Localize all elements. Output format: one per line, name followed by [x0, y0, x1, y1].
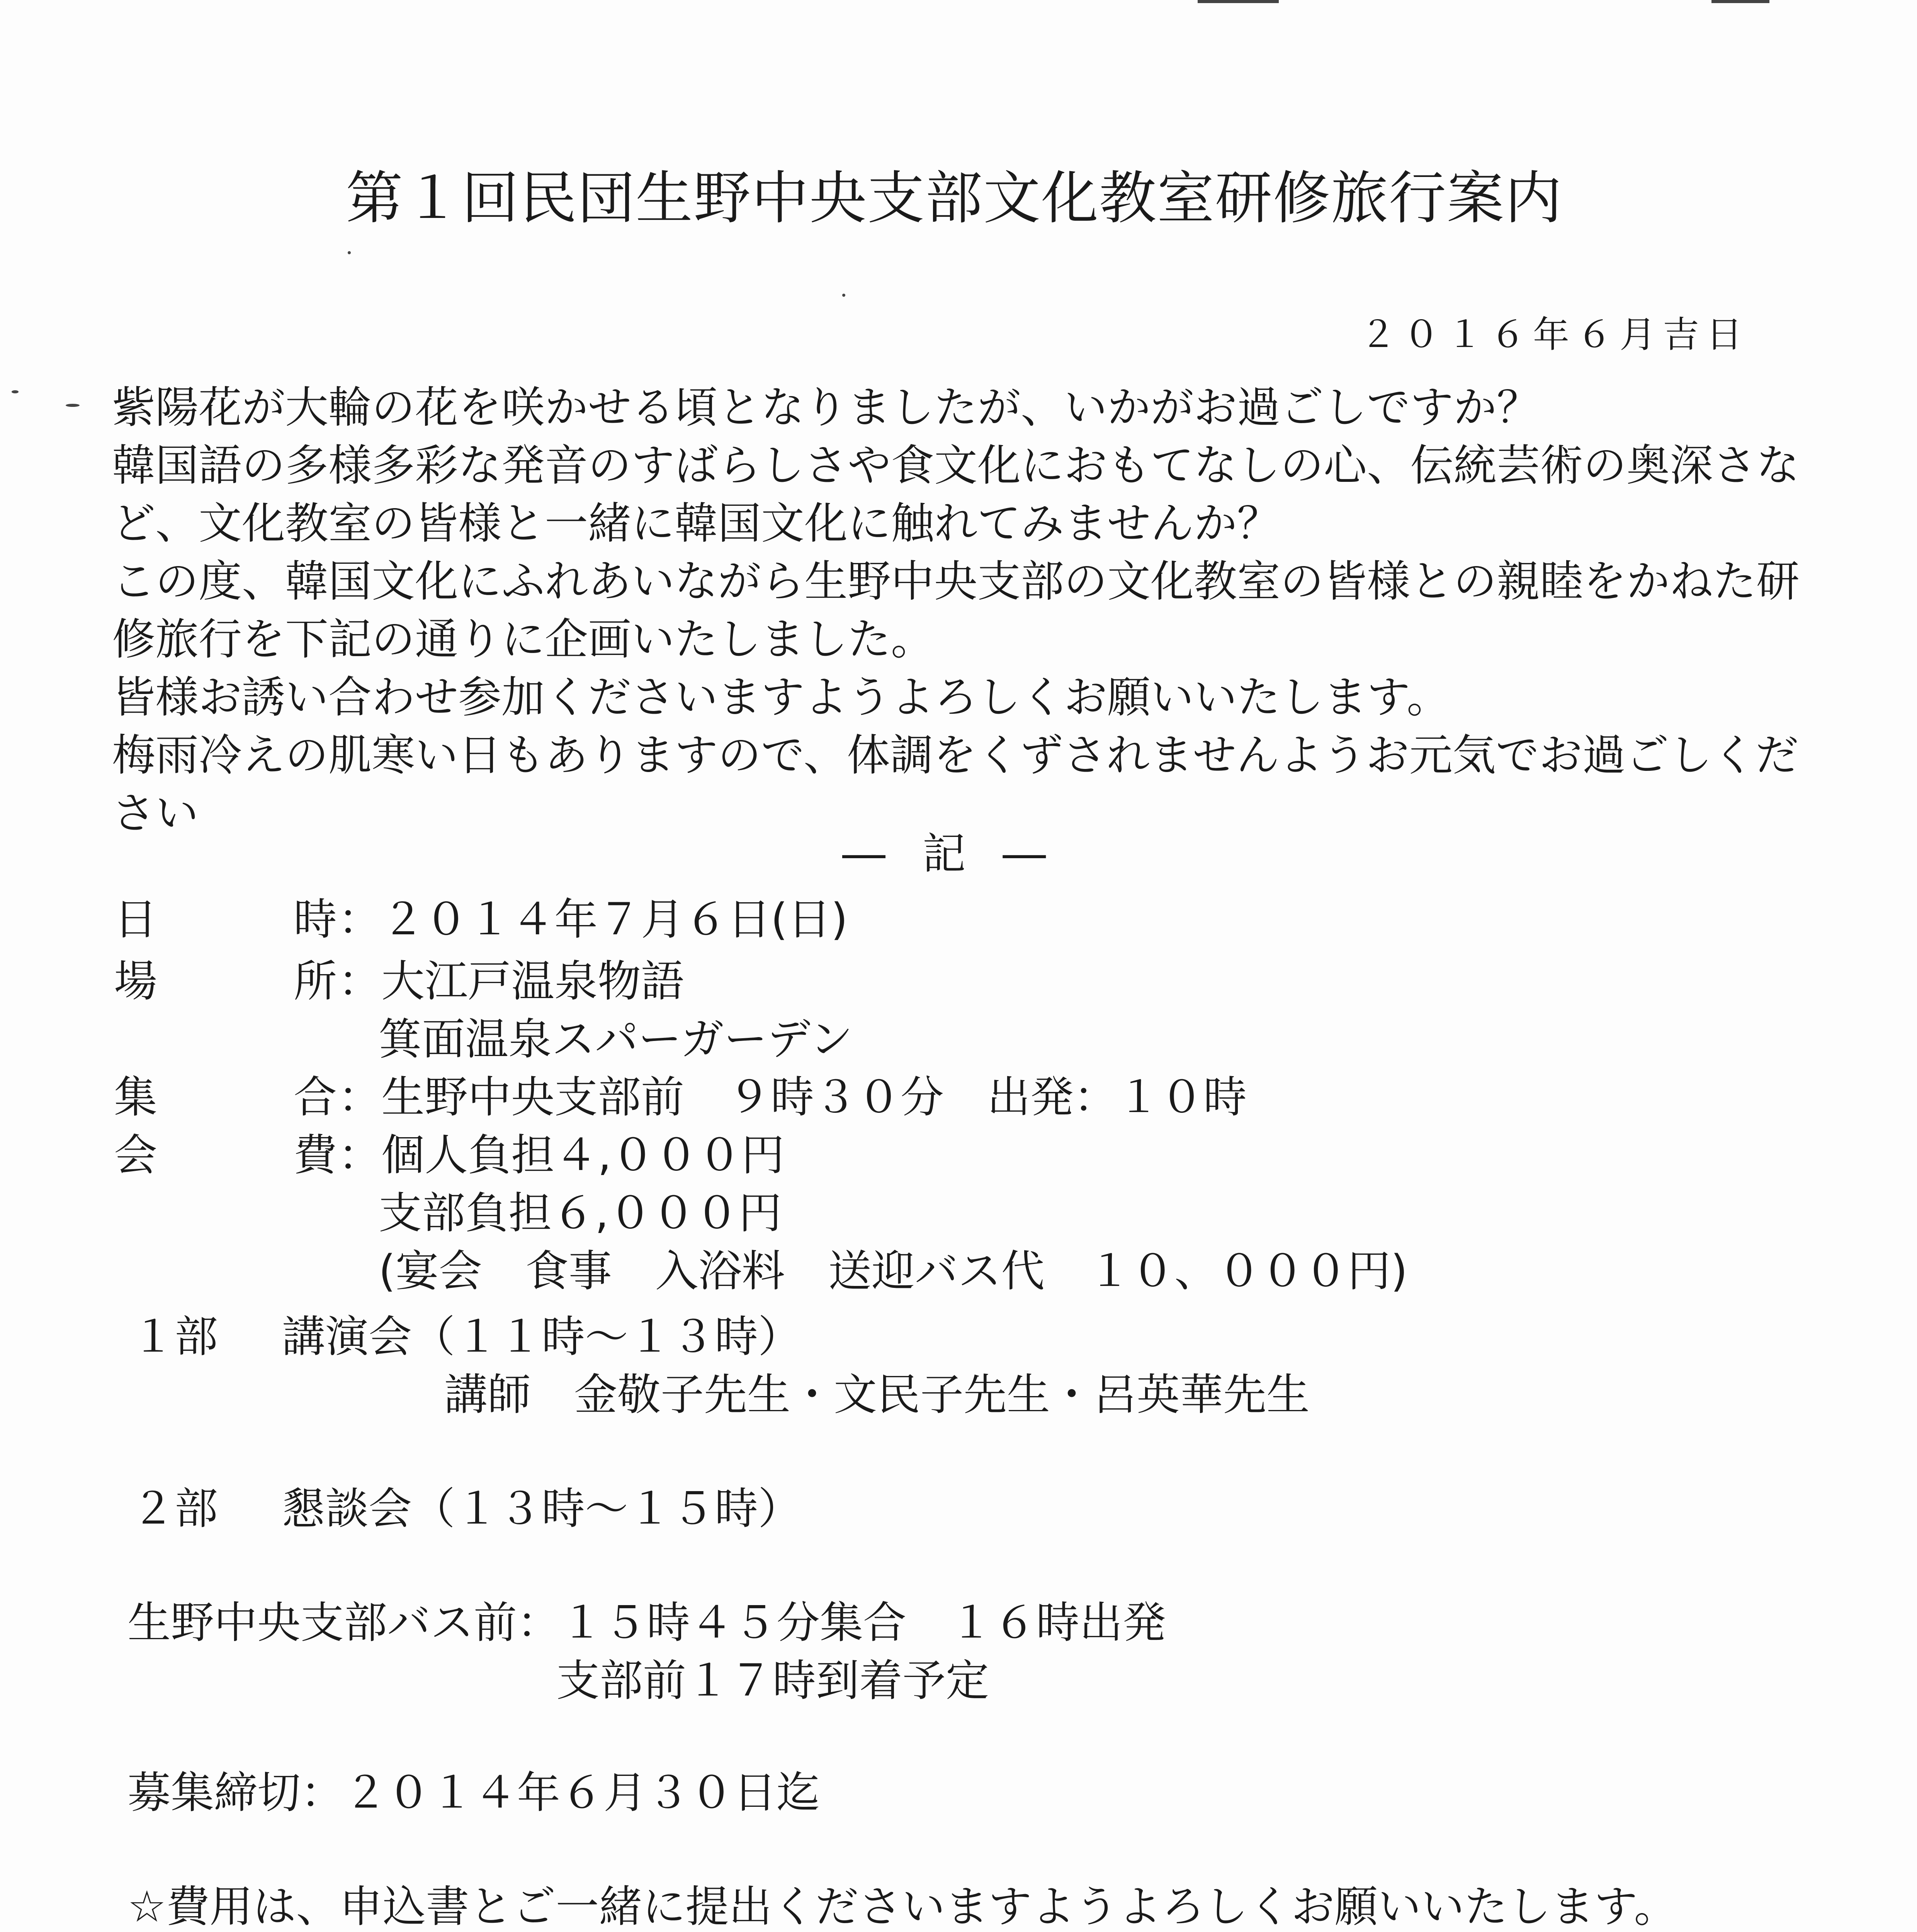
scan-mark [1711, 0, 1769, 3]
intro-line: さい [112, 788, 199, 838]
datetime-value: ：２０１４年７月６日(日) [338, 895, 848, 945]
place-value: ：大江戸温泉物語 [338, 956, 684, 1007]
scan-speck [842, 294, 845, 297]
part2-label: ２部 [131, 1484, 218, 1534]
bus-line-1: 生野中央支部バス前：１５時４５分集合 １６時出発 [127, 1598, 1166, 1648]
part2-name: 懇談会（１３時～１５時） [282, 1484, 801, 1534]
ki-heading: ― 記 ― [842, 829, 1058, 879]
place-value-2: 箕面温泉スパーガーデン [379, 1014, 853, 1065]
intro-line: 皆様お誘い合わせ参加くださいますようよろしくお願いいたします。 [112, 672, 1450, 723]
meet-label-a: 集 [114, 1072, 157, 1122]
place-label-b: 所 [294, 956, 337, 1007]
fee-label-b: 費 [294, 1130, 337, 1180]
meet-label-b: 合 [294, 1072, 337, 1122]
scan-speck [348, 251, 351, 254]
part1-label: １部 [131, 1312, 218, 1362]
fee-label-a: 会 [114, 1130, 157, 1180]
intro-line: 梅雨冷えの肌寒い日もありますので、体調をくずされませんようお元気でお過ごしくだ [112, 730, 1799, 781]
scan-speck [12, 390, 19, 393]
intro-line: 紫陽花が大輪の花を咲かせる頃となりましたが、いかがお過ごしですか？ [112, 383, 1540, 433]
bus-line-2: 支部前１７時到着予定 [556, 1656, 989, 1706]
part1-lecturers: 講師 金敬子先生・文民子先生・呂英華先生 [444, 1370, 1310, 1420]
place-label-a: 場 [114, 956, 157, 1007]
scan-speck [66, 404, 80, 407]
document-date: ２０１６年６月吉日 [1360, 314, 1750, 356]
fee-value: ：個人負担４,０００円 [338, 1130, 785, 1180]
intro-line: 修旅行を下記の通りに企画いたしました。 [112, 614, 934, 665]
datetime-label-a: 日 [114, 895, 157, 945]
intro-line: この度、韓国文化にふれあいながら生野中央支部の文化教室の皆様との親睦をかねた研 [112, 556, 1800, 607]
deadline: 募集締切：２０１４年６月３０日迄 [127, 1768, 820, 1818]
scan-mark [1198, 0, 1279, 3]
datetime-label-b: 時 [294, 895, 337, 945]
part1-name: 講演会（１１時～１３時） [282, 1312, 801, 1362]
intro-line: ど、文化教室の皆様と一緒に韓国文化に触れてみませんか？ [112, 498, 1280, 549]
fee-value-2: 支部負担６,０００円 [379, 1188, 782, 1238]
fee-value-3: (宴会 食事 入浴料 送迎バス代 １０、０００円) [379, 1246, 1408, 1296]
document-title: 第１回民団生野中央支部文化教室研修旅行案内 [346, 165, 1563, 231]
meet-value: ：生野中央支部前 ９時３０分 出発：１０時 [338, 1072, 1247, 1122]
fee-note: ☆費用は、申込書とご一緒に提出くださいますようよろしくお願いいたします。 [127, 1882, 1677, 1932]
intro-line: 韓国語の多様多彩な発音のすばらしさや食文化におもてなしの心、伝統芸術の奥深さな [112, 440, 1800, 491]
